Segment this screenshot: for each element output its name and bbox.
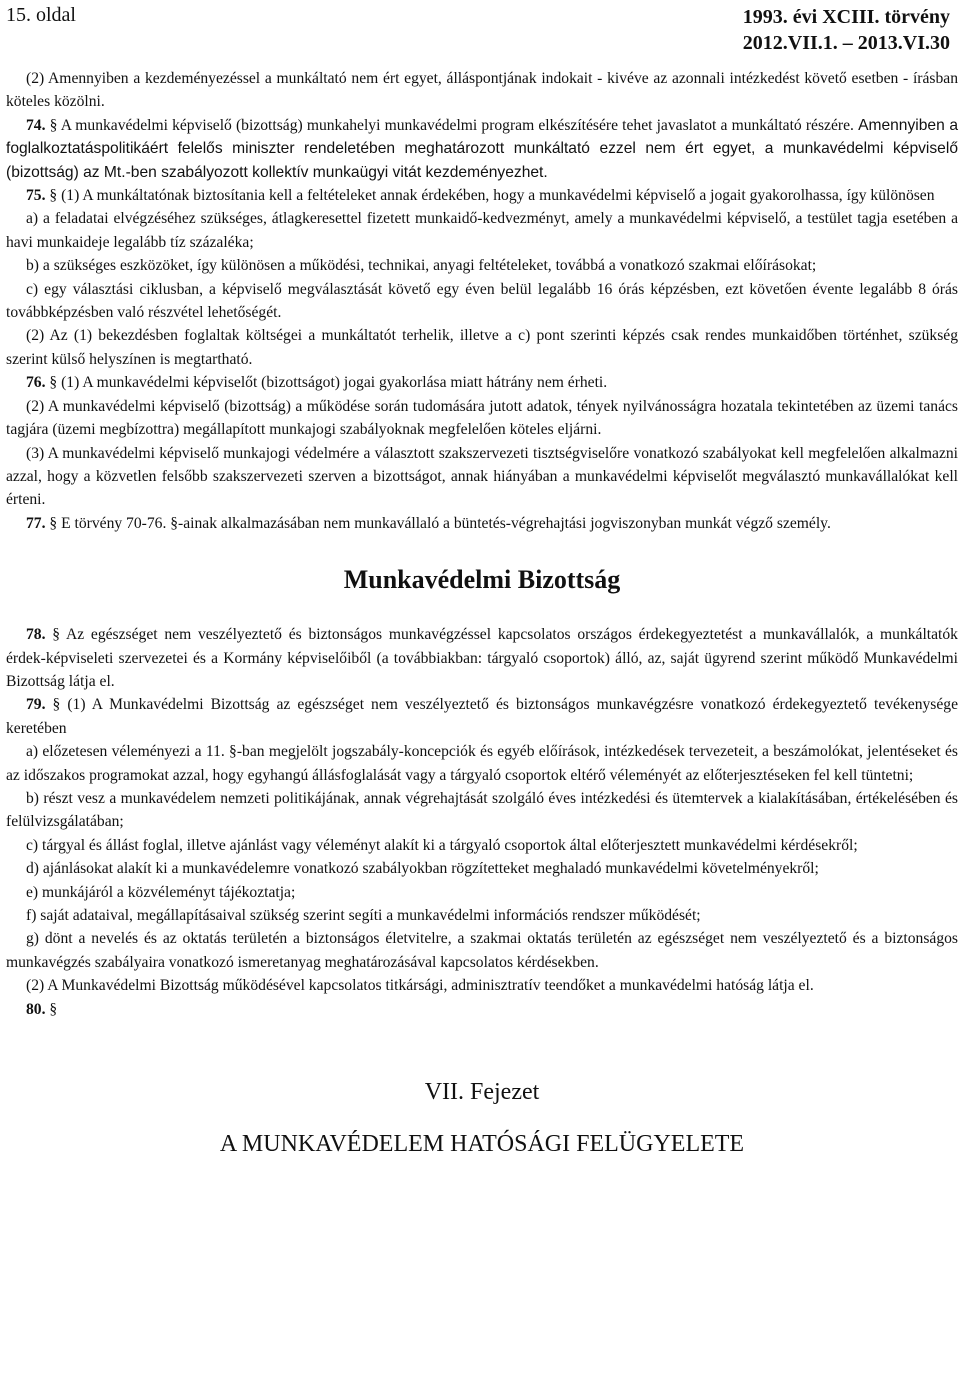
section-number: 78.: [26, 626, 46, 644]
point-79-1-a: a) előzetesen véleményezi a 11. §-ban megjelölt jogszabály-koncepciók és egyéb előírások, intézkedések tervezeteit, a beszámolókat, jelentéseket és az időszakos programokat azzal, hogy egyhangú állásfoglalását vagy a tárgyaló csoportok eltérő véleményét az előterjesztéseken fel kell tüntetni;: [6, 743, 958, 784]
section-number: 77.: [26, 514, 46, 532]
section-text: § Az egészséget nem veszélyeztető és biztonságos munkavégzéssel kapcsolatos országos érdekegyeztetést a munkavállalók, a munkáltatók érdek-képviseleti szervezetei és a Kormány képviselőiből (a továbbiakban: tárgyaló csoportok) álló, az, saját ügyrend szerint működő Munkavédelmi Bizottság látja el.: [6, 626, 958, 690]
law-title-header: [743, 4, 950, 56]
law-validity-period: 2012.VII.1. – 2013.VI.30: [742, 32, 950, 54]
page-number: 15. oldal: [6, 4, 76, 26]
point-79-1-b: b) részt vesz a munkavédelem nemzeti politikájának, annak végrehajtását szolgáló éves intézkedési és ütemtervek a kialakításában, értékelésében és felülvizsgálatában;: [6, 789, 958, 831]
point-79-1-e: e) munkájáról a közvéleményt tájékoztatja;: [26, 883, 296, 901]
section-77: [6, 512, 958, 535]
chapter-number: VII. Fejezet: [424, 1079, 540, 1106]
point-79-1-d: d) ajánlásokat alakít ki a munkavédelemre vonatkozó szabályokban rögzítetteket meghaladó munkavédelmi követelményekről;: [26, 860, 819, 878]
section-text: § (1) A munkáltatónak biztosítania kell a feltételeket annak érdekében, hogy a munkavédelmi képviselő a jogait gyakorolhassa, így különösen: [49, 187, 935, 205]
point-75-1-a: a) a feladatai elvégzéséhez szükséges, átlagkeresettel fizetett munkaidő-kedvezményt, amely a munkavédelmi képviselő, a testület tagja esetében a havi munkaideje legalább tíz százaléka;: [6, 210, 958, 251]
section-text-amendment: Amennyiben a foglalkoztatáspolitikáért felelős miniszter rendeletében meghatározott munkáltató ezzel nem ért egyet, a munkavédelmi képviselő (bizottság) az Mt.-ben szabályozott kollektív munkaügyi vitát kezdeményezhet.: [6, 116, 958, 181]
law-title: 1993. évi XCIII. törvény: [742, 6, 950, 28]
subtitle-heading: Munkavédelmi Bizottság: [343, 565, 621, 595]
section-75: [6, 184, 958, 207]
section-78: [6, 623, 958, 693]
point-75-1-c: c) egy választási ciklusban, a képviselő megválasztását követő egy éven belül legalább 16 órás képzésben, ezt követően évente legalább 8 órás továbbképzésben való részvétel lehetőségét.: [6, 280, 958, 322]
section-text: § (1) A Munkavédelmi Bizottság az egészséget nem veszélyeztető és biztonságos munkavégzésre vonatkozó érdekegyeztető tevékenysége keretében: [6, 696, 958, 737]
section-79: [6, 693, 958, 740]
paragraph-73-2: (2) Amennyiben a kezdeményezéssel a munkáltató nem ért egyet, álláspontjának indokait - kivéve az azonnali intézkedést követő esetben - írásban köteles közölni.: [6, 70, 958, 111]
chapter-title: A MUNKAVÉDELEM HATÓSÁGI FELÜGYELETE: [219, 1131, 745, 1158]
section-80: [6, 998, 958, 1021]
point-79-1-f: f) saját adataival, megállapításaival szükség szerint segíti a munkavédelmi információs rendszer működését;: [26, 907, 701, 924]
section-76: [6, 371, 958, 394]
section-text: § (1) A munkavédelmi képviselőt (bizottságot) jogai gyakorlása miatt hátrány nem érheti.: [49, 374, 608, 392]
section-74: [6, 114, 958, 184]
paragraph-79-2: (2) A Munkavédelmi Bizottság működésével kapcsolatos titkársági, adminisztratív teendőket a munkavédelmi hatóság látja el.: [26, 977, 814, 995]
paragraph-76-3: (3) A munkavédelmi képviselő munkajogi védelmére a választott szakszervezeti tisztségviselőre vonatkozó szabályokat kell megfelelően alkalmazni azzal, hogy a közvetlen felsőbb szakszervezeti szerven a bizottságot, annak hiányában a munkavédelmi képviselőt megválasztó munkavállalókat kell érteni.: [6, 444, 958, 509]
document-body: [6, 67, 958, 1159]
point-75-1-b: b) a szükséges eszközöket, így különösen a működési, technikai, anyagi feltételeket, továbbá a vonatkozó szakmai előírásokat;: [26, 257, 817, 275]
section-number: 74.: [26, 116, 46, 134]
point-79-1-c: c) tárgyal és állást foglal, illetve ajánlást vagy véleményt alakít ki a tárgyaló csoportok által előterjesztett munkavédelmi kérdésekről;: [26, 836, 858, 854]
paragraph-76-2: (2) A munkavédelmi képviselő (bizottság) a működése során tudomására jutott adatok, tények nyilvánosságra hozatala tekintetében az üzemi tanács tagjára (üzemi megbízottra) megállapított munkajogi szabályoknak megfelelően köteles eljárni.: [6, 397, 958, 439]
section-text: §: [49, 1000, 58, 1018]
section-text: § E törvény 70-76. §-ainak alkalmazásában nem munkavállaló a büntetés-végrehajtási jogviszonyban munkát végző személy.: [49, 514, 831, 532]
point-79-1-g: g) dönt a nevelés és az oktatás területén a biztonságos életvitelre, a szakmai oktatás területén az egészséget nem veszélyeztető és a biztonságos munkavégzés szabályaira vonatkozó ismeretanyag meghatározásával kapcsolatos kérdésekben.: [6, 930, 958, 971]
section-number: 79.: [26, 696, 46, 714]
section-number: 75.: [26, 187, 46, 205]
section-number: 76.: [26, 374, 46, 392]
section-text: § A munkavédelmi képviselő (bizottság) munkahelyi munkavédelmi program elkészítésére tehet javaslatot a munkáltató részére.: [49, 116, 854, 134]
section-number: 80.: [26, 1000, 46, 1018]
paragraph-75-2: (2) Az (1) bekezdésben foglaltak költségei a munkáltatót terhelik, illetve a c) pont szerinti képzés csak rendes munkaidőben történhet, szükség szerint külső helyszínen is megtartható.: [6, 327, 958, 368]
